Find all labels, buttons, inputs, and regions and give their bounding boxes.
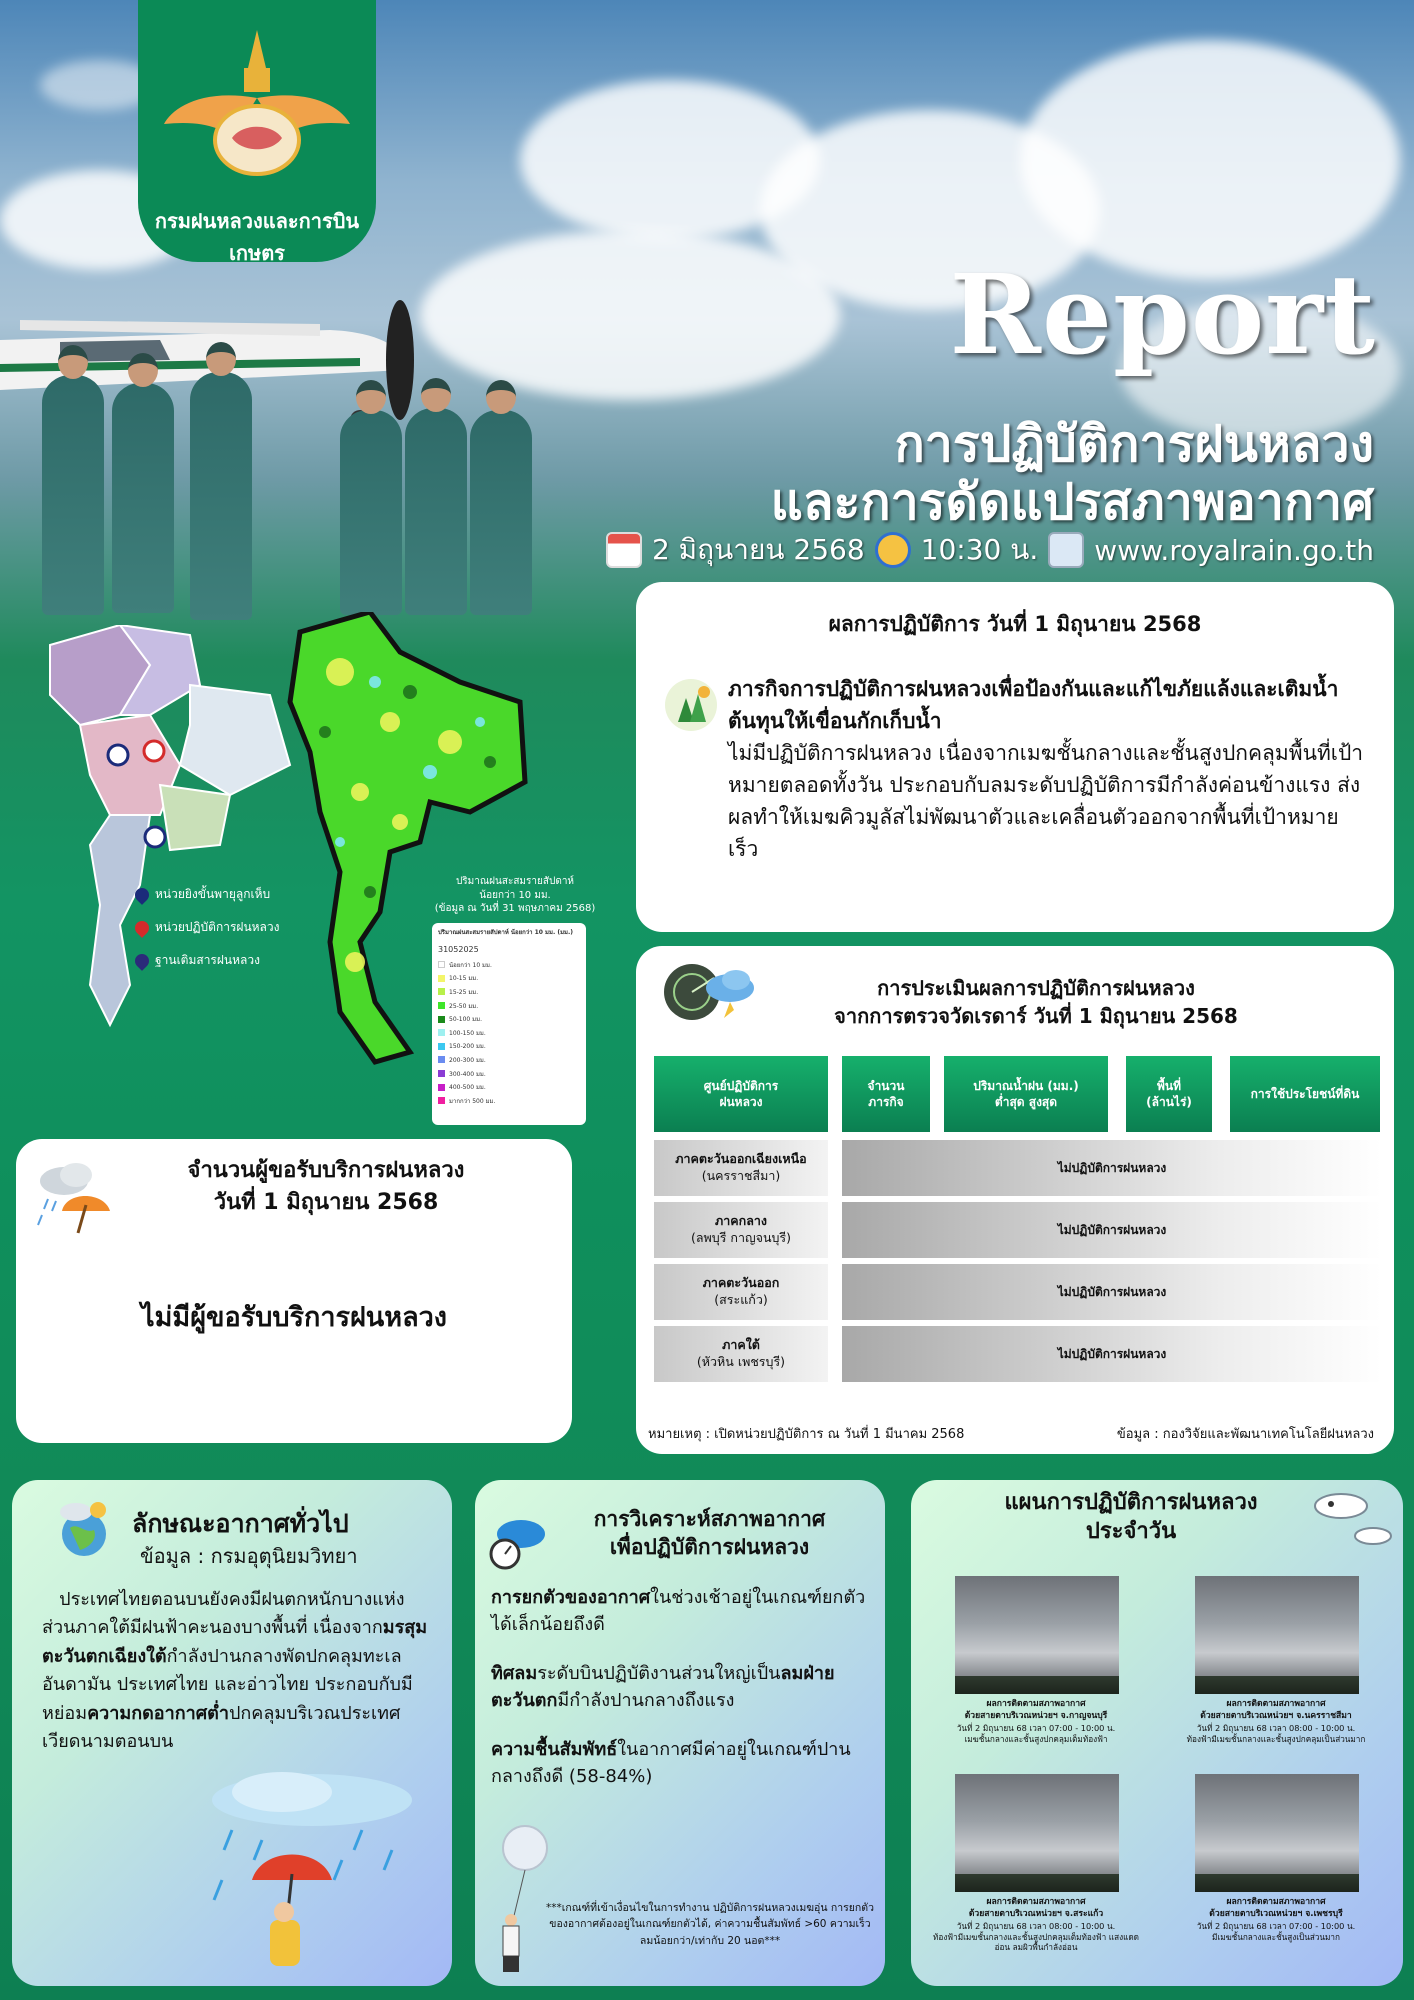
rainfall-legend-item bbox=[438, 1026, 580, 1040]
legend-label: มากกว่า 500 มม. bbox=[449, 1097, 496, 1105]
photo-caption: ผลการติดตามสภาพอากาศ ด้วยสายตาบริเวณหน่วยฯ จ.เพชรบุรี วันที่ 2 มิถุนายน 68 เวลา 07:00 - 10:00 น. มีเมฆชั้นกลางและชั้นสูงเป็นส่วนมาก bbox=[1196, 1897, 1356, 1942]
radar-evaluation-card bbox=[636, 946, 1394, 1454]
page-title-line2: และการดัดแปรสภาพอากาศ bbox=[770, 473, 1374, 531]
legend-swatch bbox=[438, 1070, 445, 1077]
legend-item: ฐานเติมสารฝนหลวง bbox=[135, 951, 280, 970]
org-name: กรมฝนหลวงและการบินเกษตร bbox=[154, 209, 360, 265]
cartoon-planes-icon bbox=[1311, 1486, 1395, 1552]
legend-swatch bbox=[438, 961, 445, 968]
globe-weather-icon bbox=[50, 1494, 120, 1564]
legend-label: 300-400 มม. bbox=[449, 1070, 486, 1078]
legend-label: 15-25 มม. bbox=[449, 988, 479, 996]
legend-swatch bbox=[438, 988, 445, 995]
rainfall-legend bbox=[432, 923, 586, 1125]
operation-result-card bbox=[636, 582, 1394, 932]
rain-umbrella-illustration bbox=[192, 1770, 432, 1975]
legend-label: 400-500 มม. bbox=[449, 1084, 486, 1092]
royal-emblem-icon bbox=[162, 28, 352, 188]
legend-swatch bbox=[438, 1043, 445, 1050]
legend-swatch bbox=[438, 1084, 445, 1091]
legend-swatch bbox=[438, 1016, 445, 1023]
service-requests-card bbox=[16, 1139, 572, 1443]
evaluation-note: หมายเหตุ : เปิดหน่วยปฏิบัติการ ณ วันที่ 1 มีนาคม 2568 bbox=[648, 1427, 965, 1442]
rainfall-legend-item bbox=[438, 958, 580, 972]
report-date: 2 มิถุนายน 2568 bbox=[651, 533, 865, 566]
report-title: Report bbox=[949, 250, 1376, 379]
legend-swatch bbox=[438, 1097, 445, 1104]
calendar-icon bbox=[606, 532, 642, 568]
header-center: ศูนย์ปฏิบัติการ ฝนหลวง bbox=[654, 1056, 828, 1132]
rainfall-legend-item bbox=[438, 972, 580, 986]
legend-swatch bbox=[438, 1029, 445, 1036]
table-row-status: ไม่ปฏิบัติการฝนหลวง bbox=[842, 1202, 1382, 1258]
weather-balloon-icon bbox=[489, 1824, 549, 1974]
weather-title: ลักษณะอากาศทั่วไป bbox=[132, 1509, 349, 1538]
weather-source: ข้อมูล : กรมอุตุนิยมวิทยา bbox=[140, 1544, 358, 1568]
website-link[interactable]: www.royalrain.go.th bbox=[1094, 533, 1374, 567]
analysis-wind: ทิศลมระดับบินปฏิบัติงานส่วนใหญ่เป็นลมฝ่ายตะวันตกมีกำลังปานกลางถึงแรง bbox=[491, 1663, 835, 1711]
result-title: ผลการปฏิบัติการ วันที่ 1 มิถุนายน 2568 bbox=[828, 612, 1202, 636]
photo-caption: ผลการติดตามสภาพอากาศ ด้วยสายตาบริเวณหน่วยฯ จ.กาญจนบุรี วันที่ 2 มิถุนายน 68 เวลา 07:00 - 10:00 น. เมฆชั้นกลางและชั้นสูงปกคลุมเต็มท้องฟ้า bbox=[956, 1699, 1116, 1744]
rainfall-map-caption: ปริมาณฝนสะสมรายสัปดาห์ น้อยกว่า 10 มม. (ข้อมูล ณ วันที่ 31 พฤษภาคม 2568) bbox=[434, 876, 596, 914]
weather-analysis-card bbox=[475, 1480, 885, 1986]
legend-label: 25-50 มม. bbox=[449, 1002, 479, 1010]
legend-label: 100-150 มม. bbox=[449, 1029, 486, 1037]
cloud-gauge-icon bbox=[487, 1514, 547, 1572]
table-row-region: ภาคตะวันออก (สระแก้ว) bbox=[654, 1264, 828, 1320]
legend-label: น้อยกว่า 10 มม. bbox=[449, 961, 492, 969]
plan-title: แผนการปฏิบัติการฝนหลวง ประจำวัน bbox=[1004, 1490, 1258, 1545]
legend-label: 50-100 มม. bbox=[449, 1016, 482, 1024]
legend-label: 150-200 มม. bbox=[449, 1043, 486, 1051]
legend-swatch bbox=[438, 975, 445, 982]
refill-base-pin-icon bbox=[132, 951, 152, 971]
legend-swatch bbox=[438, 1056, 445, 1063]
table-row-region: ภาคกลาง (ลพบุรี กาญจนบุรี) bbox=[654, 1202, 828, 1258]
page-title-line1: การปฏิบัติการฝนหลวง bbox=[894, 415, 1374, 473]
rainfall-legend-item bbox=[438, 985, 580, 999]
mission-heading: ภารกิจการปฏิบัติการฝนหลวงเพื่อป้องกันและแก้ไขภัยแล้งและเติมน้ำต้นทุนให้เขื่อนกักเก็บน้ำ bbox=[728, 677, 1339, 733]
org-logo bbox=[138, 0, 376, 265]
weather-description: ประเทศไทยตอนบนยังคงมีฝนตกหนักบางแห่ง ส่วนภาคใต้มีฝนฟ้าคะนองบางพื้นที่ เนื่องจากมรสุมตะวันตกเฉียงใต้กำลังปานกลางพัดปกคลุมทะเลอันดามัน ประเทศไทย และอ่าวไทย ประกอบกับมีหย่อมความกดอากาศต่ำปกคลุมบริเวณประเทศเวียดนามตอนบน bbox=[42, 1589, 428, 1753]
stopwatch-icon bbox=[875, 532, 911, 568]
web-cursor-icon bbox=[1048, 532, 1084, 568]
sky-photo-kanchanaburi bbox=[955, 1576, 1119, 1694]
rainfall-legend-item bbox=[438, 999, 580, 1013]
rainfall-legend-item bbox=[438, 1012, 580, 1026]
analysis-title: การวิเคราะห์สภาพอากาศ เพื่อปฏิบัติการฝนหลวง bbox=[593, 1507, 826, 1559]
hail-unit-pin-icon bbox=[132, 885, 152, 905]
radar-cloud-icon bbox=[662, 958, 762, 1028]
header-rainfall: ปริมาณน้ำฝน (มม.) ต่ำสุด สูงสุด bbox=[944, 1056, 1108, 1132]
rainfall-legend-title: ปริมาณฝนสะสมรายสัปดาห์ น้อยกว่า 10 มม. (มม.) bbox=[438, 929, 573, 936]
table-row-status: ไม่ปฏิบัติการฝนหลวง bbox=[842, 1140, 1382, 1196]
rainfall-legend-item bbox=[438, 1094, 580, 1108]
sky-photo-phetchaburi bbox=[1195, 1774, 1359, 1892]
analysis-humidity: ความชื้นสัมพัทธ์ในอากาศมีค่าอยู่ในเกณฑ์ปานกลางถึงดี (58-84%) bbox=[491, 1739, 851, 1787]
mission-description: ไม่มีปฏิบัติการฝนหลวง เนื่องจากเมฆชั้นกลางและชั้นสูงปกคลุมพื้นที่เป้าหมายตลอดทั้งวัน ประกอบกับลมระดับปฏิบัติการมีกำลังค่อนข้างแรง ส่งผลทำให้เมฆคิวมูลัสไม่พัฒนาตัวและเคลื่อนตัวออกจากพื้นที่เป้าหมายเร็ว bbox=[728, 741, 1364, 861]
evaluation-title: การประเมินผลการปฏิบัติการฝนหลวง จากการตรวจวัดเรดาร์ วันที่ 1 มิถุนายน 2568 bbox=[834, 976, 1238, 1028]
table-row-status: ไม่ปฏิบัติการฝนหลวง bbox=[842, 1264, 1382, 1320]
table-row-region: ภาคใต้ (หัวหิน เพชรบุรี) bbox=[654, 1326, 828, 1382]
map-legend bbox=[135, 885, 280, 984]
legend-item: หน่วยปฏิบัติการฝนหลวง bbox=[135, 918, 280, 937]
report-time: 10:30 น. bbox=[920, 533, 1039, 566]
legend-label: 200-300 มม. bbox=[449, 1056, 486, 1064]
general-weather-card bbox=[12, 1480, 452, 1986]
sky-photo-nakhon-ratchasima bbox=[1195, 1576, 1359, 1694]
daily-plan-card bbox=[911, 1480, 1403, 1986]
header-info-row bbox=[606, 528, 1374, 572]
forest-weather-icon bbox=[664, 678, 718, 732]
rain-unit-pin-icon bbox=[132, 918, 152, 938]
rainfall-legend-date: 31052025 bbox=[438, 945, 479, 954]
legend-item: หน่วยยิงขั้นพายุลูกเห็บ bbox=[135, 885, 280, 904]
header-area: พื้นที่ (ล้านไร่) bbox=[1126, 1056, 1212, 1132]
rainfall-legend-item bbox=[438, 1053, 580, 1067]
sky-photo-sa-kaeo bbox=[955, 1774, 1119, 1892]
rainfall-legend-item bbox=[438, 1080, 580, 1094]
header-missions: จำนวน ภารกิจ bbox=[842, 1056, 930, 1132]
requests-message: ไม่มีผู้ขอรับบริการฝนหลวง bbox=[141, 1302, 447, 1333]
photo-caption: ผลการติดตามสภาพอากาศ ด้วยสายตาบริเวณหน่วยฯ จ.สระแก้ว วันที่ 2 มิถุนายน 68 เวลา 08:00 - 10:00 น. ท้องฟ้ามีเมฆชั้นกลางและชั้นสูงปกคลุมเต็มท้องฟ้า แสงแดดอ่อน ลมผิวพื้นกำลังอ่อน bbox=[933, 1897, 1139, 1953]
umbrella-rain-icon bbox=[32, 1155, 118, 1241]
legend-swatch bbox=[438, 1002, 445, 1009]
rainfall-legend-item bbox=[438, 1040, 580, 1054]
analysis-lift: การยกตัวของอากาศในช่วงเช้าอยู่ในเกณฑ์ยกตัวได้เล็กน้อยถึงดี bbox=[491, 1587, 866, 1635]
analysis-footnote: ***เกณฑ์ที่เข้าเงื่อนไขในการทำงาน ปฏิบัติการฝนหลวงเมฆอุ่น การยกตัวของอากาศต้องอยู่ในเกณฑ์ยกตัวได้, ค่าความชื้นสัมพัทธ์ >60 ความเร็วลมน้อยกว่า/เท่ากับ 20 นอต*** bbox=[546, 1902, 874, 1947]
requests-title: จำนวนผู้ขอรับบริการฝนหลวง วันที่ 1 มิถุนายน 2568 bbox=[187, 1158, 465, 1215]
rainfall-legend-item bbox=[438, 1067, 580, 1081]
table-row-region: ภาคตะวันออกเฉียงเหนือ (นครราชสีมา) bbox=[654, 1140, 828, 1196]
table-row-status: ไม่ปฏิบัติการฝนหลวง bbox=[842, 1326, 1382, 1382]
legend-label: 10-15 มม. bbox=[449, 975, 479, 983]
evaluation-source: ข้อมูล : กองวิจัยและพัฒนาเทคโนโลยีฝนหลวง bbox=[1116, 1427, 1374, 1442]
header-landuse: การใช้ประโยชน์ที่ดิน bbox=[1230, 1056, 1380, 1132]
photo-caption: ผลการติดตามสภาพอากาศ ด้วยสายตาบริเวณหน่วยฯ จ.นครราชสีมา วันที่ 2 มิถุนายน 68 เวลา 08:00 - 10:00 น. ท้องฟ้ามีเมฆชั้นกลางและชั้นสูงปกคลุมเป็นส่วนมาก bbox=[1186, 1699, 1366, 1744]
